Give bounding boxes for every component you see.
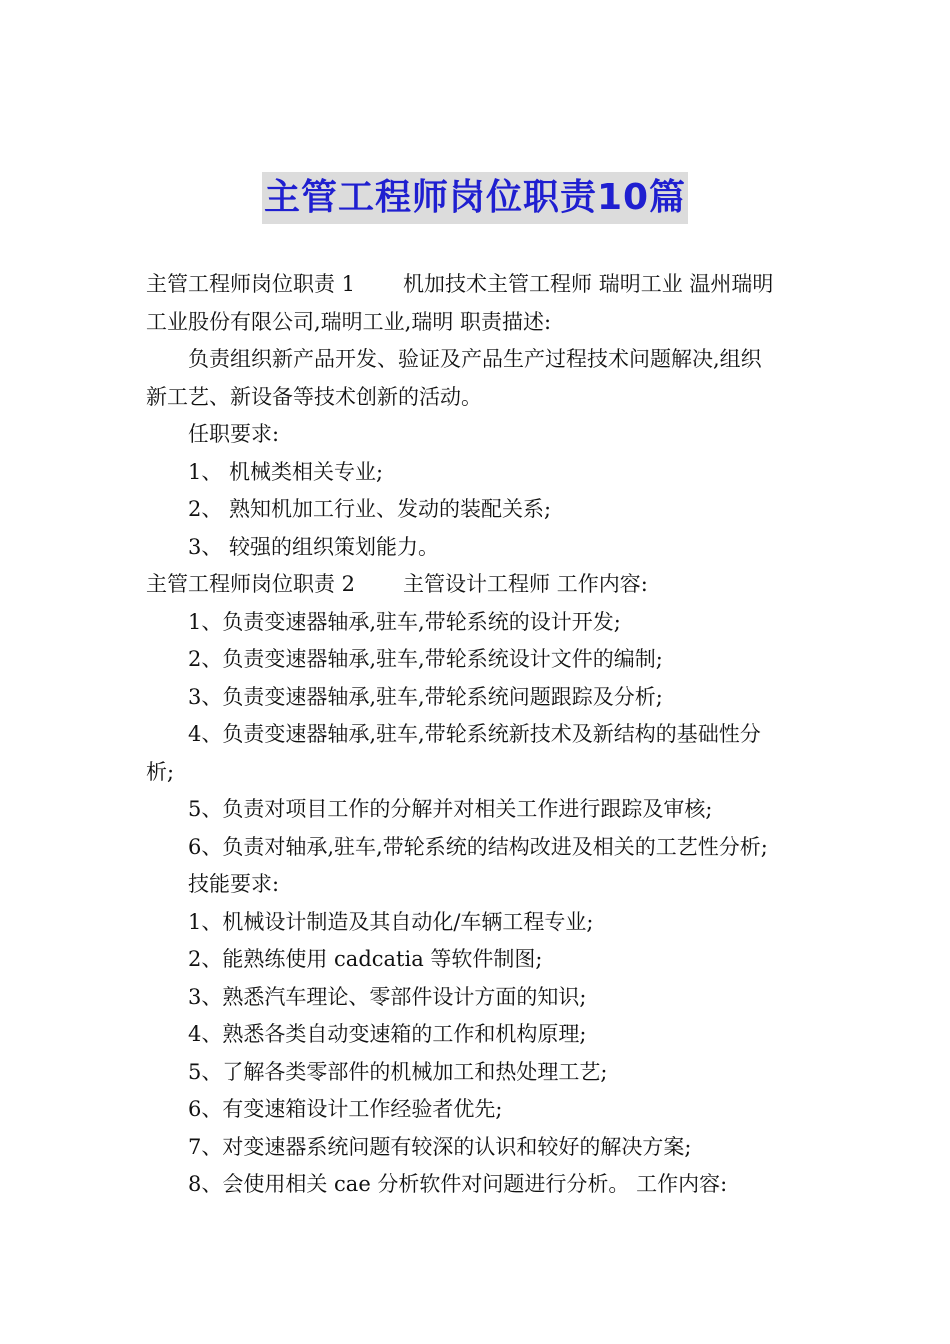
text-line — [146, 979, 810, 1017]
title-container — [0, 172, 950, 224]
text-line-content: 任职要求: — [188, 422, 280, 446]
text-line — [146, 416, 810, 454]
text-line-content: 6、负责对轴承,驻车,带轮系统的结构改进及相关的工艺性分析; — [188, 834, 768, 859]
text-line-content: 1、 机械类相关专业; — [188, 459, 384, 484]
text-line-content: 1、机械设计制造及其自动化/车辆工程专业; — [188, 909, 594, 934]
text-line-content: 主管工程师岗位职责 2 — [146, 572, 356, 596]
text-line — [146, 341, 810, 379]
text-line-content: 主管工程师岗位职责 1 — [146, 272, 356, 296]
text-line-content: 3、熟悉汽车理论、零部件设计方面的知识; — [188, 984, 587, 1009]
document-body — [146, 266, 810, 1204]
text-line — [146, 304, 810, 342]
text-line-content: 析; — [146, 759, 175, 784]
text-line — [146, 529, 810, 567]
text-line-content: 3、 较强的组织策划能力。 — [188, 534, 440, 559]
text-line — [146, 604, 810, 642]
text-line-content: 新工艺、新设备等技术创新的活动。 — [146, 384, 482, 409]
text-line-content: 负责组织新产品开发、验证及产品生产过程技术问题解决,组织 — [188, 347, 762, 371]
text-line-content: 技能要求: — [188, 872, 280, 896]
text-line-content: 4、熟悉各类自动变速箱的工作和机构原理; — [188, 1022, 587, 1046]
text-line — [146, 791, 810, 829]
text-line — [146, 1054, 810, 1092]
text-line — [146, 679, 810, 717]
text-line — [146, 866, 810, 904]
text-line-content: 7、对变速器系统问题有较深的认识和较好的解决方案; — [188, 1134, 692, 1159]
text-line-content: 4、负责变速器轴承,驻车,带轮系统新技术及新结构的基础性分 — [188, 722, 761, 746]
text-line-content: 工业股份有限公司,瑞明工业,瑞明 职责描述: — [146, 309, 552, 334]
text-line-content: 2、能熟练使用 cadcatia 等软件制图; — [188, 947, 543, 971]
text-line-content: 6、有变速箱设计工作经验者优先; — [188, 1097, 503, 1121]
text-line — [146, 941, 810, 979]
text-line — [146, 1016, 810, 1054]
text-line — [146, 1091, 810, 1129]
text-line-continuation: 机加技术主管工程师 瑞明工业 温州瑞明 — [403, 272, 774, 296]
text-line-continuation: 主管设计工程师 工作内容: — [403, 572, 648, 596]
document-title: 主管工程师岗位职责10篇 — [262, 172, 688, 224]
text-line-content: 5、负责对项目工作的分解并对相关工作进行跟踪及审核; — [188, 797, 713, 821]
text-line — [146, 491, 810, 529]
text-line — [146, 566, 810, 604]
text-line-content: 3、负责变速器轴承,驻车,带轮系统问题跟踪及分析; — [188, 684, 663, 709]
text-line-content: 1、负责变速器轴承,驻车,带轮系统的设计开发; — [188, 609, 621, 634]
text-line — [146, 266, 810, 304]
text-line-content: 2、 熟知机加工行业、发动的装配关系; — [188, 497, 552, 521]
text-line — [146, 1129, 810, 1167]
text-line — [146, 904, 810, 942]
text-line-content: 2、负责变速器轴承,驻车,带轮系统设计文件的编制; — [188, 647, 663, 671]
text-line — [146, 754, 810, 792]
text-line — [146, 641, 810, 679]
text-line — [146, 454, 810, 492]
text-line-content: 8、会使用相关 cae 分析软件对问题进行分析。 工作内容: — [188, 1172, 728, 1196]
text-line — [146, 829, 810, 867]
text-line — [146, 379, 810, 417]
text-line-content: 5、了解各类零部件的机械加工和热处理工艺; — [188, 1059, 608, 1084]
text-line — [146, 716, 810, 754]
text-line — [146, 1166, 810, 1204]
